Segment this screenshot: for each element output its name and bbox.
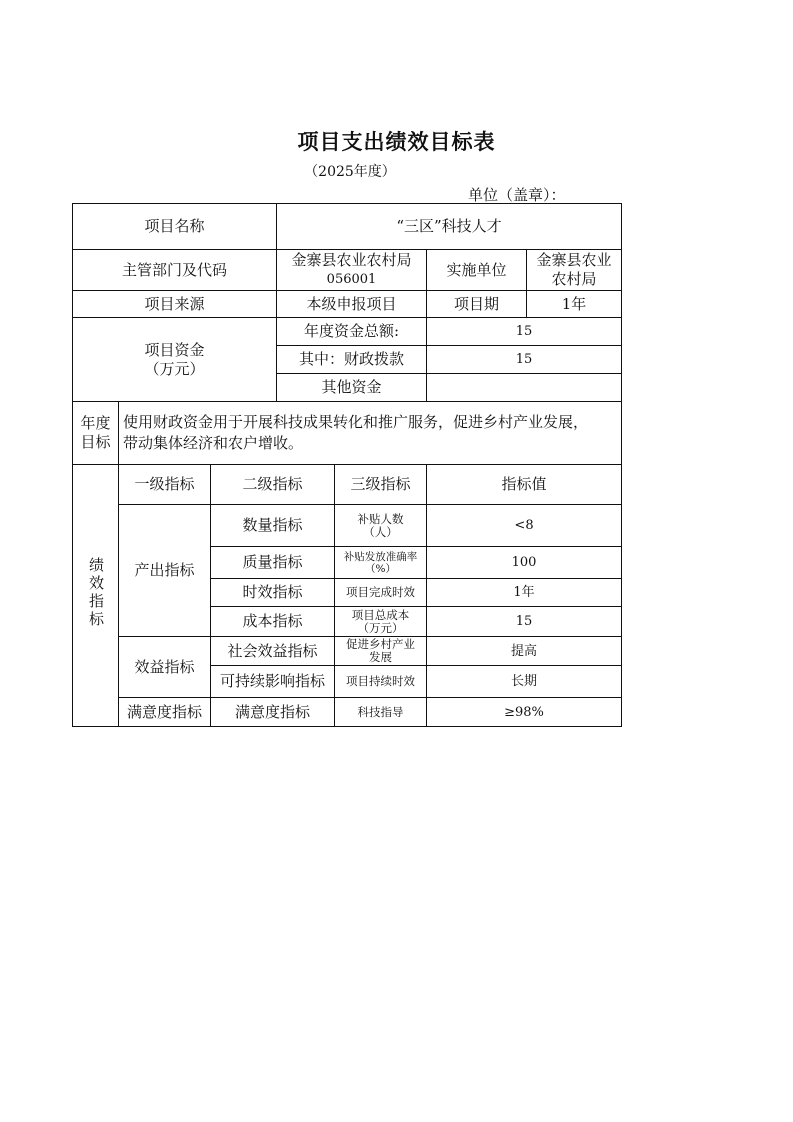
level3-completion-time: 项目完成时效 [335, 579, 427, 607]
level2-quantity: 数量指标 [211, 505, 335, 547]
level2-cost: 成本指标 [211, 607, 335, 637]
annual-total-value: 15 [427, 318, 622, 346]
fiscal-allocation-label: 其中：财政拨款 [277, 346, 427, 374]
header-level3: 三级指标 [335, 465, 427, 505]
annual-objective-text-line1: 使用财政资金用于开展科技成果转化和推广服务，促进乡村产业发展， [123, 413, 589, 431]
indicator-row [73, 505, 622, 547]
other-funds-value [427, 374, 622, 402]
unit-seal-label: 单位（盖章）： [468, 186, 566, 204]
level2-satisfaction: 满意度指标 [211, 698, 335, 727]
performance-target-table [72, 203, 622, 727]
department-name: 金寨县农业农村局 [291, 251, 412, 269]
implementing-unit-label: 实施单位 [427, 250, 527, 291]
indicator-row [73, 698, 622, 727]
indicator-value: 100 [427, 547, 622, 579]
level3-line2: 发展 [369, 650, 392, 664]
level2-timeliness: 时效指标 [211, 579, 335, 607]
page-title: 项目支出绩效目标表 [297, 130, 496, 154]
department-value [277, 250, 427, 291]
level3-total-cost [335, 607, 427, 637]
annual-objective-text-line2: 带动集体经济和农户增收。 [123, 434, 304, 452]
funds-total-row [73, 318, 622, 346]
project-period-label: 项目期 [427, 291, 527, 318]
project-name-value: “三区”科技人才 [277, 204, 622, 250]
indicator-value: ≥98% [427, 698, 622, 727]
annual-objective-label-line2: 目标 [80, 433, 111, 451]
project-period-value: 1年 [527, 291, 622, 318]
department-label: 主管部门及代码 [73, 250, 277, 291]
header-value: 指标值 [427, 465, 622, 505]
output-indicators-label: 产出指标 [119, 505, 211, 637]
level3-sustained-effect: 项目持续时效 [335, 666, 427, 698]
department-code: 056001 [326, 272, 377, 287]
project-name-row [73, 204, 622, 250]
project-funds-label-line2: （万元） [144, 359, 205, 378]
implementing-unit-line1: 金寨县农业 [536, 251, 612, 269]
header-level2: 二级指标 [211, 465, 335, 505]
indicator-value: 1年 [427, 579, 622, 607]
level2-quality: 质量指标 [211, 547, 335, 579]
level3-line2: （万元） [357, 620, 404, 635]
level3-line2: （人） [363, 524, 398, 539]
benefit-indicators-label: 效益指标 [119, 637, 211, 698]
annual-total-label: 年度资金总额: [277, 318, 427, 346]
level2-social-benefit: 社会效益指标 [211, 637, 335, 666]
indicator-header-row [73, 465, 622, 505]
annual-objective-label [73, 402, 119, 465]
implementing-unit-line2: 农村局 [551, 270, 597, 288]
indicator-row [73, 637, 622, 666]
performance-indicators-label [73, 465, 119, 727]
level2-sustainability: 可持续影响指标 [211, 666, 335, 698]
indicator-value: 15 [427, 607, 622, 637]
performance-indicators-text: 绩效指标 [87, 557, 105, 629]
project-funds-label [73, 318, 277, 402]
header-level1: 一级指标 [119, 465, 211, 505]
project-source-value: 本级申报项目 [277, 291, 427, 318]
other-funds-label: 其他资金 [277, 374, 427, 402]
source-row [73, 291, 622, 318]
satisfaction-indicators-label: 满意度指标 [119, 698, 211, 727]
fiscal-allocation-value: 15 [427, 346, 622, 374]
department-row [73, 250, 622, 291]
level3-line2: （%） [365, 562, 396, 575]
level3-tech-guidance: 科技指导 [335, 698, 427, 727]
indicator-value: <8 [427, 505, 622, 547]
level3-rural-industry [335, 637, 427, 666]
level3-line1: 项目总成本 [351, 607, 410, 622]
level3-line1: 补贴人数 [357, 511, 404, 526]
fiscal-year: （2025年度） [304, 164, 396, 180]
implementing-unit-value [527, 250, 622, 291]
project-source-label: 项目来源 [73, 291, 277, 318]
indicator-value: 提高 [427, 637, 622, 666]
project-name-label: 项目名称 [73, 204, 277, 250]
project-funds-label-line1: 项目资金 [144, 340, 205, 359]
level3-accuracy-rate [335, 547, 427, 579]
annual-objective-text [119, 402, 622, 465]
level3-line1: 补贴发放准确率 [343, 550, 418, 563]
annual-objective-label-line1: 年度 [80, 414, 111, 432]
indicator-value: 长期 [427, 666, 622, 698]
annual-objective-row [73, 402, 622, 465]
level3-line1: 促进乡村产业 [346, 637, 415, 651]
level3-subsidy-count [335, 505, 427, 547]
